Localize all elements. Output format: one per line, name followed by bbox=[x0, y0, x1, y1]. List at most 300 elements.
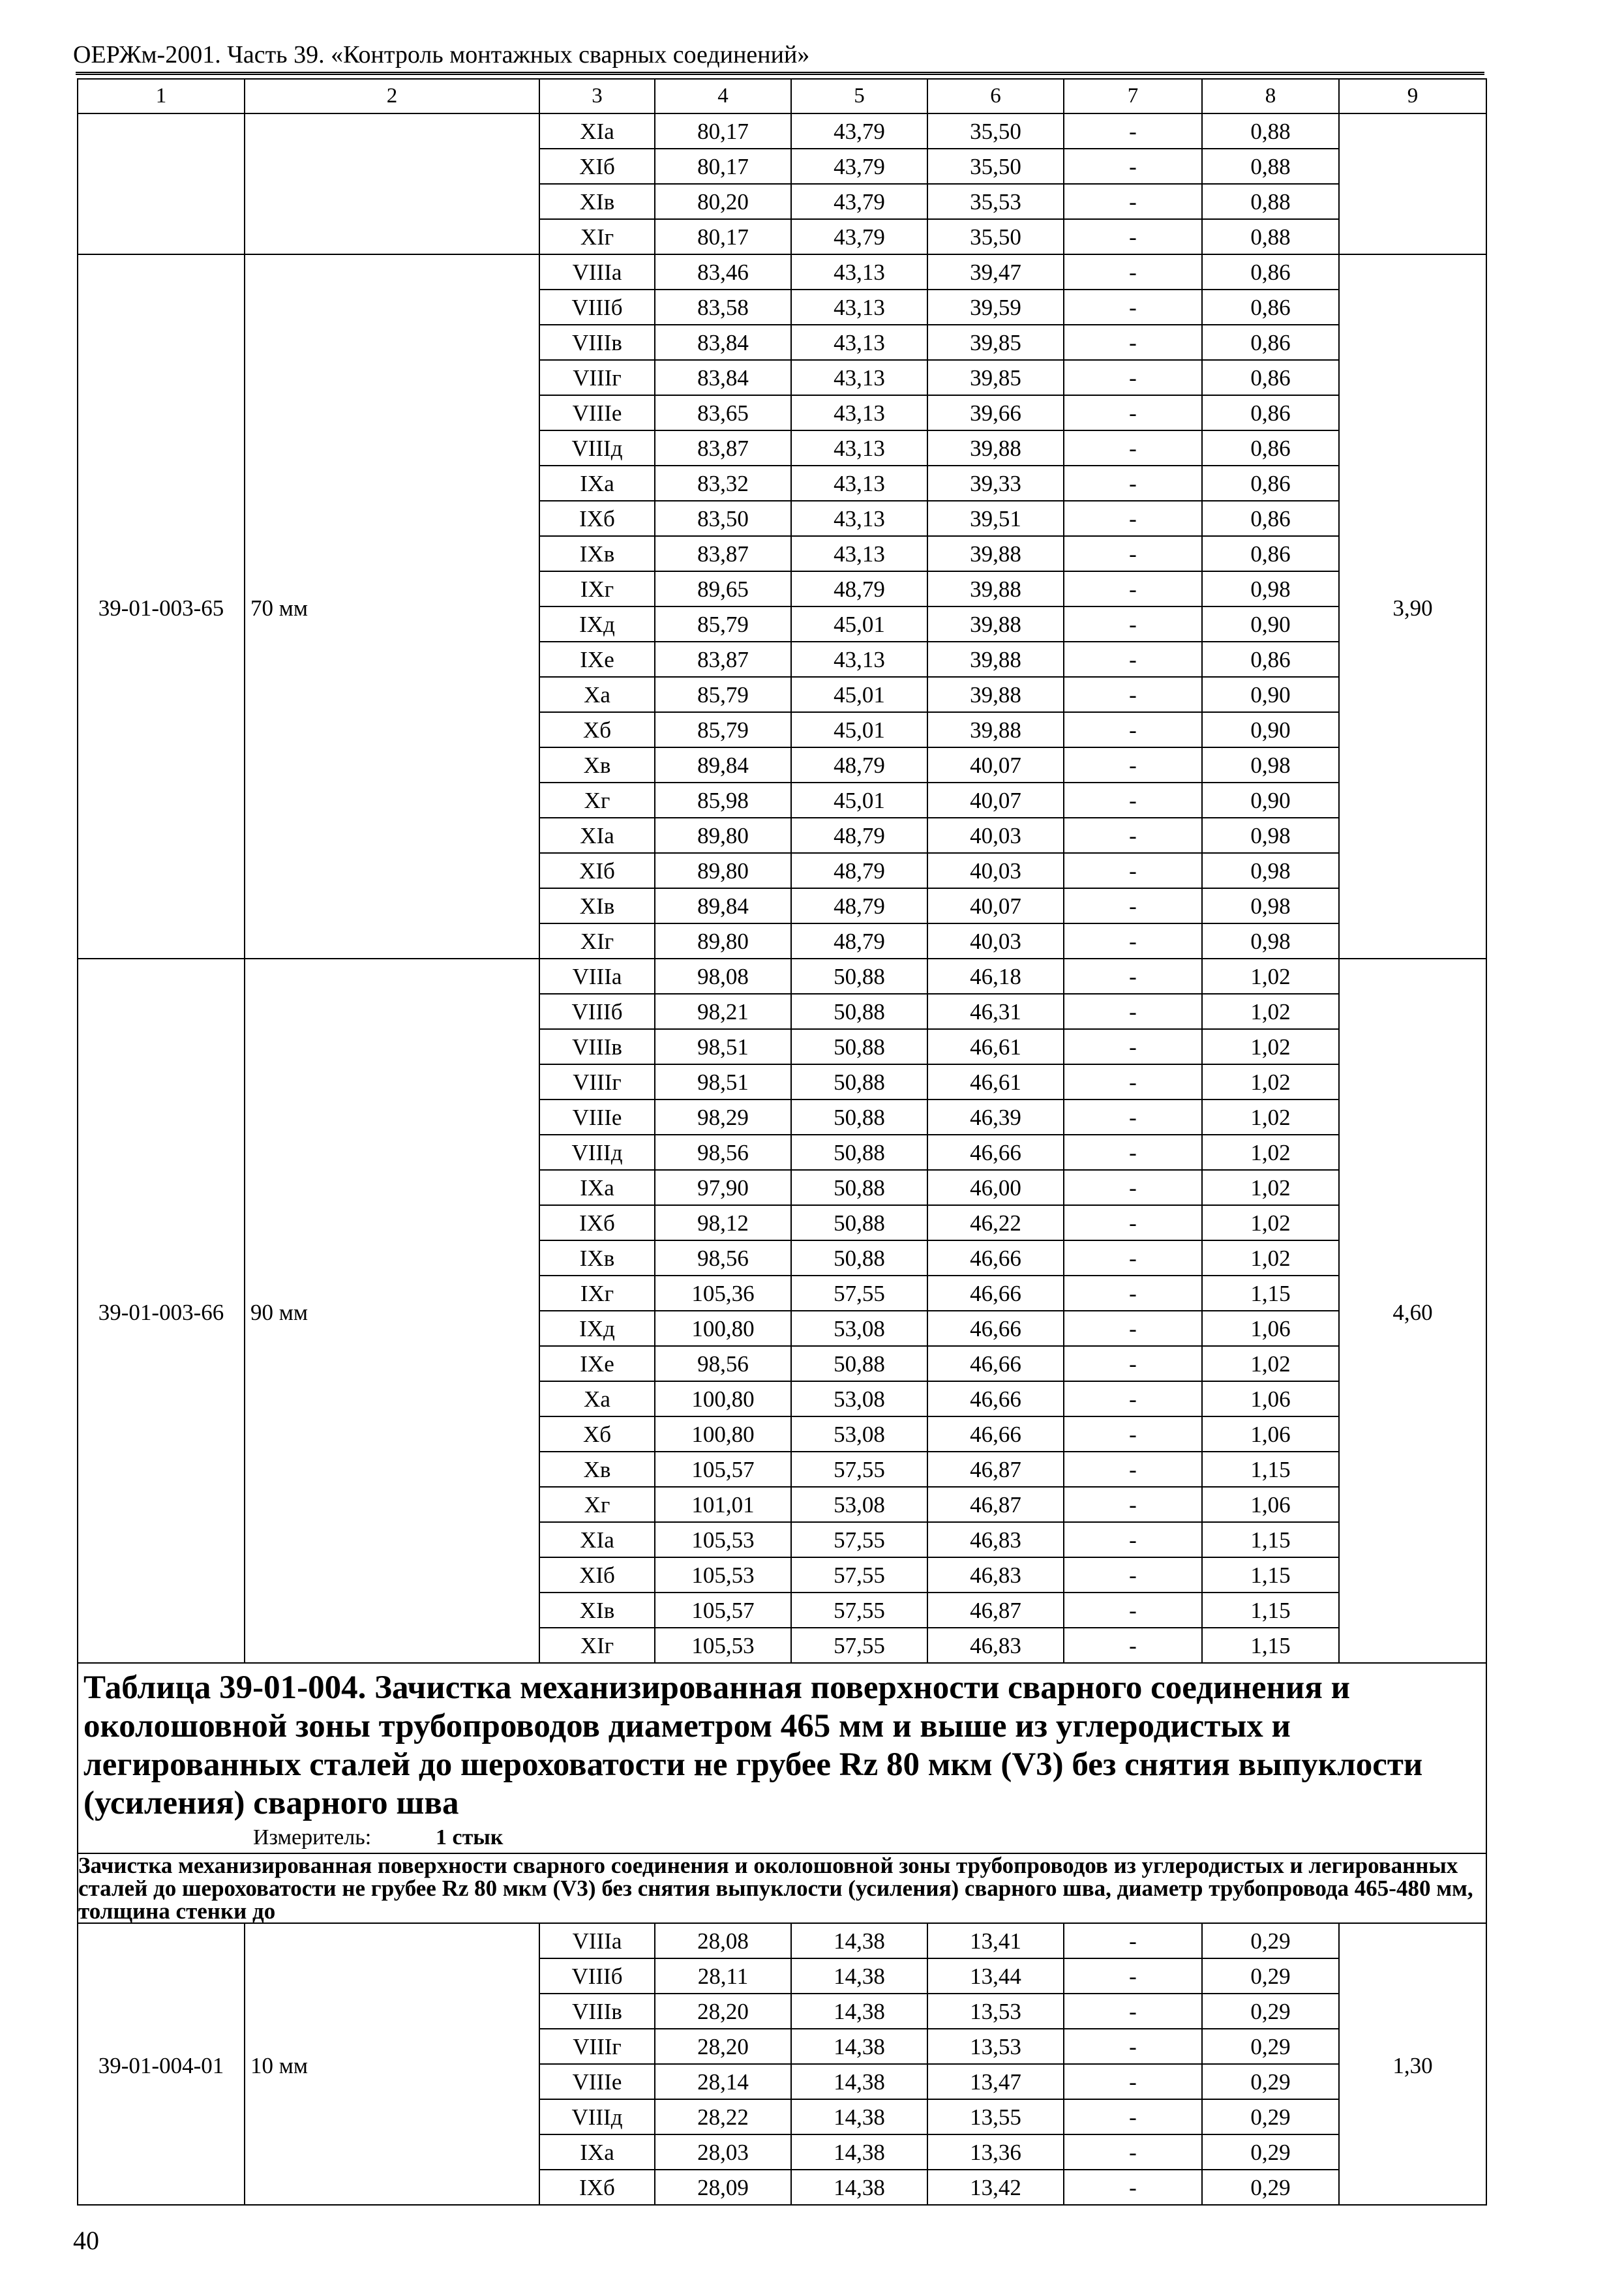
material-cost: - bbox=[1064, 1170, 1202, 1205]
resource-class: VIIIа bbox=[539, 1923, 655, 1958]
labor-hours: 0,98 bbox=[1202, 888, 1339, 923]
labor-hours: 0,86 bbox=[1202, 360, 1339, 395]
labor-cost: 14,38 bbox=[791, 2099, 927, 2134]
material-cost: - bbox=[1064, 1593, 1202, 1628]
labor-hours: 1,15 bbox=[1202, 1593, 1339, 1628]
total-value bbox=[1339, 113, 1486, 254]
machine-cost: 46,66 bbox=[927, 1240, 1064, 1276]
labor-cost: 50,88 bbox=[791, 959, 927, 994]
column-header-7: 7 bbox=[1064, 79, 1202, 113]
total-cost: 83,87 bbox=[655, 642, 791, 677]
page-number: 40 bbox=[73, 2226, 99, 2255]
machine-cost: 39,85 bbox=[927, 360, 1064, 395]
table-row bbox=[78, 959, 1486, 994]
total-cost: 98,21 bbox=[655, 994, 791, 1029]
labor-cost: 50,88 bbox=[791, 1100, 927, 1135]
total-cost: 98,12 bbox=[655, 1205, 791, 1240]
total-cost: 83,87 bbox=[655, 430, 791, 466]
total-cost: 100,80 bbox=[655, 1416, 791, 1452]
document-header: ОЕРЖм-2001. Часть 39. «Контроль монтажных сварных соединений» bbox=[73, 41, 810, 68]
machine-cost: 39,88 bbox=[927, 642, 1064, 677]
material-cost: - bbox=[1064, 2064, 1202, 2099]
labor-hours: 1,06 bbox=[1202, 1487, 1339, 1522]
labor-hours: 1,15 bbox=[1202, 1557, 1339, 1593]
column-header-3: 3 bbox=[539, 79, 655, 113]
labor-hours: 0,98 bbox=[1202, 923, 1339, 959]
resource-class: VIIIв bbox=[539, 1029, 655, 1064]
column-header-row bbox=[78, 79, 1486, 113]
material-cost: - bbox=[1064, 395, 1202, 430]
labor-cost: 50,88 bbox=[791, 1135, 927, 1170]
material-cost: - bbox=[1064, 219, 1202, 254]
total-cost: 28,03 bbox=[655, 2134, 791, 2170]
section-caption-row bbox=[78, 1663, 1486, 1853]
labor-hours: 0,90 bbox=[1202, 677, 1339, 712]
labor-hours: 1,02 bbox=[1202, 959, 1339, 994]
machine-cost: 39,88 bbox=[927, 571, 1064, 606]
labor-hours: 1,02 bbox=[1202, 1064, 1339, 1100]
machine-cost: 39,51 bbox=[927, 501, 1064, 536]
labor-hours: 0,90 bbox=[1202, 783, 1339, 818]
machine-cost: 39,59 bbox=[927, 290, 1064, 325]
labor-hours: 1,02 bbox=[1202, 1170, 1339, 1205]
resource-class: IXа bbox=[539, 2134, 655, 2170]
material-cost: - bbox=[1064, 1029, 1202, 1064]
resource-class: Xг bbox=[539, 783, 655, 818]
machine-cost: 46,83 bbox=[927, 1522, 1064, 1557]
material-cost: - bbox=[1064, 1346, 1202, 1381]
resource-class: Xб bbox=[539, 1416, 655, 1452]
machine-cost: 13,41 bbox=[927, 1923, 1064, 1958]
labor-hours: 1,15 bbox=[1202, 1522, 1339, 1557]
total-cost: 83,65 bbox=[655, 395, 791, 430]
labor-cost: 57,55 bbox=[791, 1276, 927, 1311]
wall-thickness: 70 мм bbox=[245, 254, 539, 959]
machine-cost: 46,66 bbox=[927, 1135, 1064, 1170]
material-cost: - bbox=[1064, 642, 1202, 677]
machine-cost: 13,36 bbox=[927, 2134, 1064, 2170]
labor-hours: 1,06 bbox=[1202, 1381, 1339, 1416]
material-cost: - bbox=[1064, 606, 1202, 642]
total-cost: 83,32 bbox=[655, 466, 791, 501]
total-cost: 98,56 bbox=[655, 1346, 791, 1381]
total-cost: 28,14 bbox=[655, 2064, 791, 2099]
machine-cost: 13,42 bbox=[927, 2170, 1064, 2205]
total-cost: 100,80 bbox=[655, 1381, 791, 1416]
material-cost: - bbox=[1064, 1135, 1202, 1170]
column-header-1: 1 bbox=[78, 79, 245, 113]
labor-hours: 0,88 bbox=[1202, 219, 1339, 254]
labor-cost: 50,88 bbox=[791, 1064, 927, 1100]
resource-class: IXг bbox=[539, 1276, 655, 1311]
section-caption: Таблица 39-01-004. Зачистка механизированная поверхности сварного соединения и околошовной зоны трубопроводов диаметром 465 мм и выше из углеродистых и легированных сталей до шероховатости не грубее Rz 80 мкм (V3) без снятия выпуклости (усиления) сварного шва bbox=[83, 1669, 1423, 1821]
resource-class: IXа bbox=[539, 1170, 655, 1205]
labor-cost: 53,08 bbox=[791, 1416, 927, 1452]
labor-hours: 0,29 bbox=[1202, 2134, 1339, 2170]
machine-cost: 46,83 bbox=[927, 1628, 1064, 1663]
labor-cost: 14,38 bbox=[791, 2170, 927, 2205]
resource-class: VIIIг bbox=[539, 360, 655, 395]
resource-class: IXг bbox=[539, 571, 655, 606]
total-cost: 83,58 bbox=[655, 290, 791, 325]
column-header-9: 9 bbox=[1339, 79, 1486, 113]
machine-cost: 39,88 bbox=[927, 712, 1064, 747]
resource-class: VIIIг bbox=[539, 2029, 655, 2064]
labor-hours: 1,06 bbox=[1202, 1416, 1339, 1452]
machine-cost: 40,07 bbox=[927, 783, 1064, 818]
total-cost: 101,01 bbox=[655, 1487, 791, 1522]
material-cost: - bbox=[1064, 818, 1202, 853]
labor-hours: 0,29 bbox=[1202, 1994, 1339, 2029]
machine-cost: 46,87 bbox=[927, 1487, 1064, 1522]
labor-hours: 0,29 bbox=[1202, 2099, 1339, 2134]
labor-cost: 50,88 bbox=[791, 1205, 927, 1240]
labor-cost: 45,01 bbox=[791, 677, 927, 712]
machine-cost: 13,55 bbox=[927, 2099, 1064, 2134]
total-cost: 105,57 bbox=[655, 1593, 791, 1628]
labor-cost: 43,13 bbox=[791, 325, 927, 360]
machine-cost: 39,33 bbox=[927, 466, 1064, 501]
resource-class: VIIIг bbox=[539, 1064, 655, 1100]
resource-class: Xв bbox=[539, 1452, 655, 1487]
total-cost: 89,84 bbox=[655, 747, 791, 783]
labor-cost: 48,79 bbox=[791, 818, 927, 853]
machine-cost: 46,66 bbox=[927, 1416, 1064, 1452]
labor-cost: 14,38 bbox=[791, 2064, 927, 2099]
material-cost: - bbox=[1064, 1994, 1202, 2029]
total-cost: 89,80 bbox=[655, 818, 791, 853]
resource-class: VIIIд bbox=[539, 1135, 655, 1170]
resource-class: XIг bbox=[539, 923, 655, 959]
total-cost: 98,08 bbox=[655, 959, 791, 994]
labor-hours: 0,98 bbox=[1202, 571, 1339, 606]
labor-hours: 1,02 bbox=[1202, 1135, 1339, 1170]
measure-label: Измеритель: bbox=[253, 1825, 372, 1849]
machine-cost: 46,61 bbox=[927, 1029, 1064, 1064]
machine-cost: 46,66 bbox=[927, 1276, 1064, 1311]
resource-class: XIг bbox=[539, 1628, 655, 1663]
material-cost: - bbox=[1064, 571, 1202, 606]
total-value: 3,90 bbox=[1339, 254, 1486, 959]
total-cost: 28,09 bbox=[655, 2170, 791, 2205]
labor-hours: 1,15 bbox=[1202, 1452, 1339, 1487]
labor-cost: 53,08 bbox=[791, 1311, 927, 1346]
machine-cost: 39,47 bbox=[927, 254, 1064, 290]
total-cost: 80,17 bbox=[655, 149, 791, 184]
machine-cost: 39,88 bbox=[927, 677, 1064, 712]
labor-cost: 50,88 bbox=[791, 1240, 927, 1276]
material-cost: - bbox=[1064, 430, 1202, 466]
machine-cost: 46,00 bbox=[927, 1170, 1064, 1205]
column-header-6: 6 bbox=[927, 79, 1064, 113]
resource-class: XIб bbox=[539, 853, 655, 888]
labor-hours: 0,29 bbox=[1202, 2064, 1339, 2099]
total-value: 1,30 bbox=[1339, 1923, 1486, 2205]
labor-cost: 57,55 bbox=[791, 1452, 927, 1487]
machine-cost: 35,50 bbox=[927, 113, 1064, 149]
resource-class: IXе bbox=[539, 1346, 655, 1381]
resource-class: IXб bbox=[539, 2170, 655, 2205]
total-cost: 98,29 bbox=[655, 1100, 791, 1135]
rates-table bbox=[77, 78, 1487, 2206]
resource-class: Xа bbox=[539, 1381, 655, 1416]
machine-cost: 46,66 bbox=[927, 1311, 1064, 1346]
labor-hours: 1,02 bbox=[1202, 1100, 1339, 1135]
labor-cost: 43,13 bbox=[791, 430, 927, 466]
labor-hours: 0,86 bbox=[1202, 254, 1339, 290]
total-cost: 89,65 bbox=[655, 571, 791, 606]
machine-cost: 39,88 bbox=[927, 430, 1064, 466]
labor-hours: 1,15 bbox=[1202, 1276, 1339, 1311]
material-cost: - bbox=[1064, 1064, 1202, 1100]
total-cost: 80,20 bbox=[655, 184, 791, 219]
machine-cost: 35,50 bbox=[927, 219, 1064, 254]
labor-hours: 0,86 bbox=[1202, 466, 1339, 501]
labor-cost: 14,38 bbox=[791, 1923, 927, 1958]
labor-cost: 48,79 bbox=[791, 923, 927, 959]
rate-code: 39-01-004-01 bbox=[78, 1923, 245, 2205]
labor-cost: 14,38 bbox=[791, 1994, 927, 2029]
resource-class: Xб bbox=[539, 712, 655, 747]
resource-class: VIIIв bbox=[539, 1994, 655, 2029]
labor-hours: 1,02 bbox=[1202, 1346, 1339, 1381]
machine-cost: 46,31 bbox=[927, 994, 1064, 1029]
machine-cost: 40,07 bbox=[927, 888, 1064, 923]
machine-cost: 46,39 bbox=[927, 1100, 1064, 1135]
labor-hours: 0,86 bbox=[1202, 325, 1339, 360]
labor-cost: 43,79 bbox=[791, 184, 927, 219]
resource-class: XIг bbox=[539, 219, 655, 254]
total-cost: 89,84 bbox=[655, 888, 791, 923]
machine-cost: 46,66 bbox=[927, 1381, 1064, 1416]
resource-class: XIв bbox=[539, 1593, 655, 1628]
section-description-row bbox=[78, 1853, 1486, 1923]
labor-cost: 48,79 bbox=[791, 888, 927, 923]
labor-cost: 57,55 bbox=[791, 1593, 927, 1628]
material-cost: - bbox=[1064, 959, 1202, 994]
material-cost: - bbox=[1064, 1522, 1202, 1557]
labor-cost: 43,13 bbox=[791, 642, 927, 677]
total-cost: 98,51 bbox=[655, 1029, 791, 1064]
resource-class: Xг bbox=[539, 1487, 655, 1522]
machine-cost: 46,66 bbox=[927, 1346, 1064, 1381]
labor-cost: 43,13 bbox=[791, 290, 927, 325]
total-cost: 80,17 bbox=[655, 113, 791, 149]
rate-code: 39-01-003-65 bbox=[78, 254, 245, 959]
machine-cost: 46,83 bbox=[927, 1557, 1064, 1593]
resource-class: VIIIе bbox=[539, 1100, 655, 1135]
table-row bbox=[78, 1923, 1486, 1958]
material-cost: - bbox=[1064, 1452, 1202, 1487]
resource-class: XIб bbox=[539, 1557, 655, 1593]
total-cost: 85,79 bbox=[655, 712, 791, 747]
column-header-4: 4 bbox=[655, 79, 791, 113]
total-cost: 28,22 bbox=[655, 2099, 791, 2134]
labor-cost: 48,79 bbox=[791, 747, 927, 783]
material-cost: - bbox=[1064, 1240, 1202, 1276]
material-cost: - bbox=[1064, 1557, 1202, 1593]
total-cost: 98,51 bbox=[655, 1064, 791, 1100]
labor-hours: 0,86 bbox=[1202, 395, 1339, 430]
total-cost: 28,20 bbox=[655, 2029, 791, 2064]
material-cost: - bbox=[1064, 2170, 1202, 2205]
labor-cost: 50,88 bbox=[791, 1346, 927, 1381]
column-header-2: 2 bbox=[245, 79, 539, 113]
total-cost: 83,87 bbox=[655, 536, 791, 571]
resource-class: IXд bbox=[539, 606, 655, 642]
machine-cost: 46,61 bbox=[927, 1064, 1064, 1100]
machine-cost: 13,53 bbox=[927, 1994, 1064, 2029]
resource-class: XIа bbox=[539, 818, 655, 853]
labor-hours: 0,86 bbox=[1202, 536, 1339, 571]
total-cost: 98,56 bbox=[655, 1135, 791, 1170]
measure-line bbox=[78, 1823, 1486, 1853]
total-cost: 28,11 bbox=[655, 1958, 791, 1994]
total-cost: 105,53 bbox=[655, 1522, 791, 1557]
labor-cost: 14,38 bbox=[791, 1958, 927, 1994]
machine-cost: 39,88 bbox=[927, 536, 1064, 571]
material-cost: - bbox=[1064, 536, 1202, 571]
material-cost: - bbox=[1064, 1276, 1202, 1311]
resource-class: VIIIб bbox=[539, 994, 655, 1029]
machine-cost: 13,47 bbox=[927, 2064, 1064, 2099]
labor-cost: 43,79 bbox=[791, 149, 927, 184]
machine-cost: 46,22 bbox=[927, 1205, 1064, 1240]
material-cost: - bbox=[1064, 113, 1202, 149]
labor-cost: 43,79 bbox=[791, 219, 927, 254]
material-cost: - bbox=[1064, 1923, 1202, 1958]
labor-hours: 1,06 bbox=[1202, 1311, 1339, 1346]
machine-cost: 46,87 bbox=[927, 1593, 1064, 1628]
labor-hours: 1,15 bbox=[1202, 1628, 1339, 1663]
labor-hours: 0,86 bbox=[1202, 501, 1339, 536]
total-cost: 89,80 bbox=[655, 853, 791, 888]
resource-class: IXд bbox=[539, 1311, 655, 1346]
total-cost: 105,36 bbox=[655, 1276, 791, 1311]
labor-hours: 0,98 bbox=[1202, 853, 1339, 888]
rate-code bbox=[78, 113, 245, 254]
labor-hours: 0,90 bbox=[1202, 712, 1339, 747]
labor-cost: 14,38 bbox=[791, 2029, 927, 2064]
labor-hours: 0,86 bbox=[1202, 290, 1339, 325]
labor-cost: 50,88 bbox=[791, 994, 927, 1029]
material-cost: - bbox=[1064, 2099, 1202, 2134]
total-cost: 100,80 bbox=[655, 1311, 791, 1346]
labor-hours: 0,90 bbox=[1202, 606, 1339, 642]
total-value: 4,60 bbox=[1339, 959, 1486, 1663]
labor-cost: 57,55 bbox=[791, 1522, 927, 1557]
material-cost: - bbox=[1064, 853, 1202, 888]
total-cost: 83,84 bbox=[655, 360, 791, 395]
material-cost: - bbox=[1064, 712, 1202, 747]
resource-class: VIIIб bbox=[539, 290, 655, 325]
resource-class: VIIIд bbox=[539, 430, 655, 466]
material-cost: - bbox=[1064, 1205, 1202, 1240]
total-cost: 85,98 bbox=[655, 783, 791, 818]
resource-class: XIб bbox=[539, 149, 655, 184]
total-cost: 105,53 bbox=[655, 1557, 791, 1593]
machine-cost: 40,03 bbox=[927, 923, 1064, 959]
labor-hours: 1,02 bbox=[1202, 1029, 1339, 1064]
column-header-5: 5 bbox=[791, 79, 927, 113]
resource-class: IXа bbox=[539, 466, 655, 501]
machine-cost: 35,50 bbox=[927, 149, 1064, 184]
labor-hours: 1,02 bbox=[1202, 1205, 1339, 1240]
labor-cost: 43,13 bbox=[791, 466, 927, 501]
machine-cost: 13,53 bbox=[927, 2029, 1064, 2064]
resource-class: VIIIд bbox=[539, 2099, 655, 2134]
material-cost: - bbox=[1064, 677, 1202, 712]
resource-class: IXв bbox=[539, 536, 655, 571]
material-cost: - bbox=[1064, 184, 1202, 219]
resource-class: XIа bbox=[539, 1522, 655, 1557]
labor-cost: 57,55 bbox=[791, 1557, 927, 1593]
material-cost: - bbox=[1064, 1381, 1202, 1416]
material-cost: - bbox=[1064, 149, 1202, 184]
measure-value: 1 стык bbox=[436, 1825, 504, 1849]
wall-thickness: 10 мм bbox=[245, 1923, 539, 2205]
wall-thickness bbox=[245, 113, 539, 254]
total-cost: 105,53 bbox=[655, 1628, 791, 1663]
total-cost: 28,08 bbox=[655, 1923, 791, 1958]
section-description: Зачистка механизированная поверхности сварного соединения и околошовной зоны трубопроводов из углеродистых и легированных сталей до шероховатости не грубее Rz 80 мкм (V3) без снятия выпуклости (усиления) сварного шва, диаметр трубопровода 465-480 мм, толщина стенки до bbox=[78, 1853, 1486, 1923]
total-cost: 85,79 bbox=[655, 677, 791, 712]
labor-hours: 0,29 bbox=[1202, 1923, 1339, 1958]
labor-hours: 0,29 bbox=[1202, 1958, 1339, 1994]
resource-class: XIа bbox=[539, 113, 655, 149]
machine-cost: 39,88 bbox=[927, 606, 1064, 642]
section-caption-cell bbox=[78, 1663, 1486, 1853]
labor-cost: 45,01 bbox=[791, 783, 927, 818]
labor-hours: 0,86 bbox=[1202, 642, 1339, 677]
machine-cost: 13,44 bbox=[927, 1958, 1064, 1994]
labor-cost: 45,01 bbox=[791, 606, 927, 642]
labor-cost: 43,13 bbox=[791, 395, 927, 430]
labor-cost: 43,13 bbox=[791, 536, 927, 571]
material-cost: - bbox=[1064, 1311, 1202, 1346]
material-cost: - bbox=[1064, 923, 1202, 959]
total-cost: 83,50 bbox=[655, 501, 791, 536]
labor-hours: 0,86 bbox=[1202, 430, 1339, 466]
material-cost: - bbox=[1064, 888, 1202, 923]
labor-hours: 0,29 bbox=[1202, 2029, 1339, 2064]
material-cost: - bbox=[1064, 254, 1202, 290]
labor-cost: 53,08 bbox=[791, 1487, 927, 1522]
material-cost: - bbox=[1064, 1100, 1202, 1135]
machine-cost: 39,66 bbox=[927, 395, 1064, 430]
resource-class: VIIIа bbox=[539, 959, 655, 994]
header-rule bbox=[76, 72, 1484, 75]
material-cost: - bbox=[1064, 360, 1202, 395]
labor-hours: 0,88 bbox=[1202, 149, 1339, 184]
labor-cost: 50,88 bbox=[791, 1170, 927, 1205]
resource-class: VIIIа bbox=[539, 254, 655, 290]
material-cost: - bbox=[1064, 994, 1202, 1029]
column-header-8: 8 bbox=[1202, 79, 1339, 113]
resource-class: IXе bbox=[539, 642, 655, 677]
rate-code: 39-01-003-66 bbox=[78, 959, 245, 1663]
labor-hours: 0,29 bbox=[1202, 2170, 1339, 2205]
resource-class: XIв bbox=[539, 888, 655, 923]
material-cost: - bbox=[1064, 290, 1202, 325]
labor-hours: 0,88 bbox=[1202, 184, 1339, 219]
resource-class: VIIIв bbox=[539, 325, 655, 360]
machine-cost: 40,07 bbox=[927, 747, 1064, 783]
labor-cost: 48,79 bbox=[791, 853, 927, 888]
material-cost: - bbox=[1064, 325, 1202, 360]
total-cost: 80,17 bbox=[655, 219, 791, 254]
labor-cost: 43,79 bbox=[791, 113, 927, 149]
